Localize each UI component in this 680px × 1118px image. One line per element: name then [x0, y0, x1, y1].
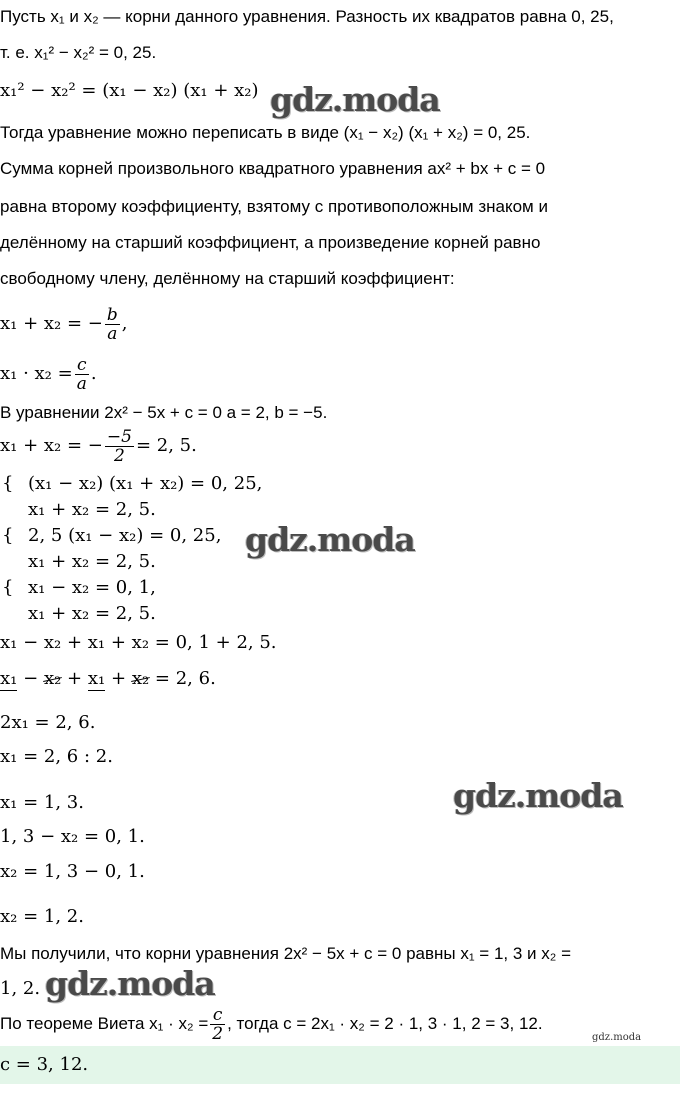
answer-highlight — [0, 1046, 680, 1084]
system-line: x₁ + x₂ = 2, 5. — [28, 603, 156, 624]
text-line: свободному члену, делённому на старший коэффициент: — [0, 269, 455, 288]
math-line: 1, 2. — [0, 978, 41, 999]
fraction — [105, 306, 120, 343]
formula-part: x₁ + x₂ = − — [0, 435, 103, 456]
math-line — [0, 426, 197, 466]
underlined-term: x₁ — [0, 668, 18, 689]
operator: − — [23, 668, 39, 689]
system-brace: { — [2, 577, 14, 598]
math-line — [0, 668, 216, 690]
fraction — [210, 1006, 225, 1043]
operator: + — [110, 668, 127, 689]
system-line: x₁ + x₂ = 2, 5. — [28, 499, 156, 520]
crossed-term: x₂ — [131, 668, 150, 689]
fraction — [75, 356, 89, 393]
math-line: x₁² − x₂² = (x₁ − x₂) (x₁ + x₂) — [0, 80, 259, 101]
fraction-numerator: −5 — [106, 426, 132, 447]
math-line: x₁ − x₂ + x₁ + x₂ = 0, 1 + 2, 5. — [0, 632, 277, 653]
watermark: gdz.moda — [45, 964, 215, 1003]
formula-part: x₁ · x₂ = — [0, 363, 73, 384]
text-line: равна второму коэффициенту, взятому с противоположным знаком и — [0, 197, 548, 216]
system-brace: { — [2, 525, 14, 546]
answer-line: c = 3, 12. — [0, 1054, 89, 1075]
watermark-small: gdz.moda — [592, 1032, 642, 1043]
text-line: Сумма корней произвольного квадратного уравнения ax² + bx + c = 0 — [0, 159, 546, 178]
formula-part: По теореме Виета x₁ · x₂ = — [0, 1014, 209, 1033]
fraction-numerator: c — [210, 1006, 225, 1025]
fraction — [105, 428, 134, 465]
fraction-denominator: 2 — [113, 445, 125, 466]
system-line: 2, 5 (x₁ − x₂) = 0, 25, — [28, 525, 222, 546]
watermark: gdz.moda — [245, 520, 415, 559]
math-line — [0, 354, 97, 394]
math-line: x₂ = 1, 2. — [0, 906, 84, 927]
formula-part: , тогда c = 2x₁ · x₂ = 2 · 1, 3 · 1, 2 = 3, 12. — [227, 1014, 543, 1033]
operator: + — [67, 668, 83, 689]
text-line: В уравнении 2x² − 5x + c = 0 a = 2, b = −5. — [0, 403, 328, 422]
fraction-numerator: b — [106, 304, 118, 325]
system-line: (x₁ − x₂) (x₁ + x₂) = 0, 25, — [28, 473, 263, 494]
text-line: Мы получили, что корни уравнения 2x² − 5x + c = 0 равны x₁ = 1, 3 и x₂ = — [0, 944, 572, 963]
text-line: Пусть x₁ и x₂ — корни данного уравнения. Разность их квадратов равна 0, 25, — [0, 7, 614, 26]
system-line: x₁ + x₂ = 2, 5. — [28, 551, 156, 572]
formula-part: = 2, 5. — [135, 435, 197, 456]
text-line: делённому на старший коэффициент, а произведение корней равно — [0, 233, 541, 252]
formula-part: , — [121, 313, 128, 334]
math-line: x₂ = 1, 3 − 0, 1. — [0, 861, 145, 882]
formula-part: . — [90, 363, 97, 384]
system-brace: { — [2, 473, 14, 494]
math-line — [0, 304, 128, 344]
text-line: Тогда уравнение можно переписать в виде (x₁ − x₂) (x₁ + x₂) = 0, 25. — [0, 123, 531, 142]
watermark: gdz.moda — [453, 776, 623, 815]
formula-part: x₁ + x₂ = − — [0, 313, 103, 334]
system-line: x₁ − x₂ = 0, 1, — [28, 577, 156, 598]
formula-part: = 2, 6. — [154, 668, 216, 689]
text-line: т. е. x₁² − x₂² = 0, 25. — [0, 43, 157, 62]
math-line: 2x₁ = 2, 6. — [0, 712, 96, 733]
crossed-term: x₂ — [43, 668, 62, 689]
math-line: x₁ = 2, 6 : 2. — [0, 746, 113, 767]
fraction-denominator: a — [107, 323, 118, 344]
fraction-denominator: a — [76, 373, 87, 394]
fraction-numerator: c — [75, 356, 89, 375]
text-line — [0, 1004, 543, 1044]
underlined-term: x₁ — [87, 668, 106, 689]
watermark: gdz.moda — [270, 80, 440, 119]
fraction-denominator: 2 — [212, 1024, 224, 1045]
math-line: 1, 3 − x₂ = 0, 1. — [0, 826, 145, 847]
math-line: x₁ = 1, 3. — [0, 792, 84, 813]
